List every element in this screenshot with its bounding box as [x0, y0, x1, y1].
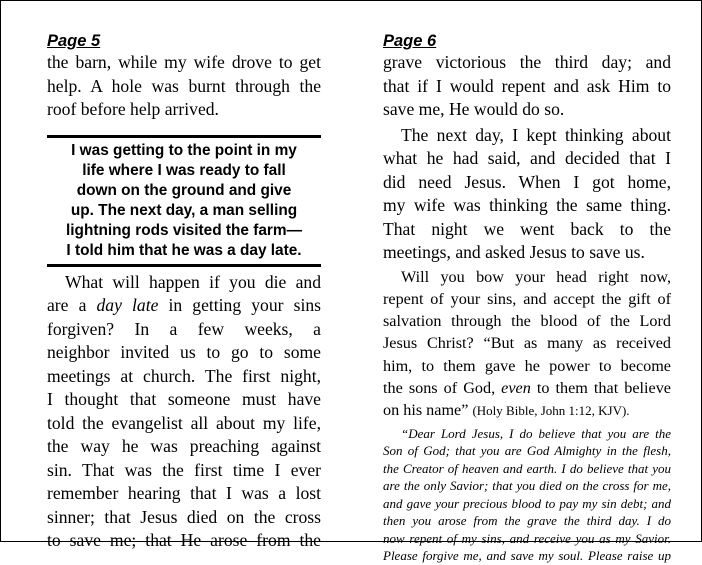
pull-quote-line: up. The next day, a man selling: [70, 201, 298, 219]
text-line: my wife was thinking the same thing.: [383, 195, 671, 215]
pull-quote-line: life where I was ready to fall: [82, 161, 286, 179]
text-line: told the evangelist all about my life,: [47, 412, 321, 433]
text-line: that if I would repent and ask Him to: [383, 75, 671, 96]
prayer-line: “Dear Lord Jesus, I do believe that you are the: [401, 425, 671, 441]
text-line: I thought that someone must have: [47, 389, 321, 409]
text-line: meetings at church. The first night,: [47, 365, 321, 386]
prayer-line: Son of God; that you are God Almighty in the flesh,: [383, 443, 671, 459]
text-line: the sons of God, even to them that believe: [383, 378, 671, 397]
left-page: [47, 31, 321, 553]
prayer-line: then you arose from the grave the third day. I do: [383, 513, 671, 529]
prayer-block: [383, 425, 671, 565]
prayer-line: are the only Savior; that you died on the cross for me,: [383, 478, 671, 494]
intro-paragraph: [47, 51, 321, 122]
pull-quote-line: lightning rods visited the farm—: [65, 221, 302, 239]
right-page: [383, 31, 671, 565]
text-line: That night we went back to the: [383, 218, 671, 239]
text-line: grave victorious the third day; and: [383, 52, 671, 72]
paragraph-3: [383, 266, 671, 423]
text-line: forgiven? In a few weeks, a: [47, 318, 321, 339]
pull-quote-line: I told him that he was a day late.: [66, 241, 302, 259]
text-line: the way he was preaching against: [47, 436, 321, 456]
bible-reference: (Holy Bible, John 1:12, KJV).: [472, 403, 630, 419]
pull-quote: [47, 135, 321, 267]
text-line: Jesus Christ? “But as many as received: [383, 334, 671, 353]
prayer-line: and gave your precious blood to pay my sin debt; and: [383, 495, 671, 511]
text-line: sin. That was the first time I ever: [47, 459, 321, 480]
text-line: meetings, and asked Jesus to save us.: [383, 242, 645, 262]
text-line: salvation through the blood of the Lord: [383, 312, 671, 331]
pull-quote-line: I was getting to the point in my: [71, 141, 297, 159]
prayer-line: Please forgive me, and save my soul. Please raise up: [383, 548, 671, 564]
paragraph-2: [383, 124, 671, 265]
text-line: sinner; that Jesus died on the cross: [47, 506, 321, 527]
text-line: What will happen if you die and: [65, 271, 321, 292]
text-line: to save me; that He arose from the: [47, 530, 321, 550]
text-line: did need Jesus. When I got home,: [383, 171, 671, 192]
text-line: The next day, I kept thinking about: [401, 124, 671, 145]
page-number-5: Page 5: [47, 32, 101, 50]
pull-quote-line: down on the ground and give: [76, 181, 292, 199]
text-line: help. A hole was burnt through the: [47, 75, 321, 96]
text-line: [383, 399, 671, 422]
prayer-line: the Creator of heaven and earth. I do believe that you: [383, 460, 671, 476]
text-line: remember hearing that I was a lost: [47, 483, 321, 503]
prayer-line: now repent of my sins, and receive you as my Savior.: [383, 530, 671, 546]
text-line: neighbor invited us to go to some: [47, 342, 321, 362]
text-line: the barn, while my wife drove to get: [47, 52, 321, 72]
text-line: save me, He would do so.: [383, 99, 565, 119]
text-line: what he had said, and decided that I: [383, 148, 671, 168]
text-line: are a day late in getting your sins: [47, 295, 321, 315]
body-paragraph: [47, 271, 321, 553]
text-line: Will you bow your head right now,: [401, 267, 671, 286]
text-line: repent of your sins, and accept the gift of: [383, 289, 671, 308]
paragraph-1: [383, 51, 671, 122]
page-number-6: Page 6: [383, 32, 437, 50]
text-line: roof before help arrived.: [47, 99, 219, 119]
verse-closing: on his name”: [383, 401, 469, 420]
text-line: him, to them gave he power to become: [383, 356, 671, 375]
